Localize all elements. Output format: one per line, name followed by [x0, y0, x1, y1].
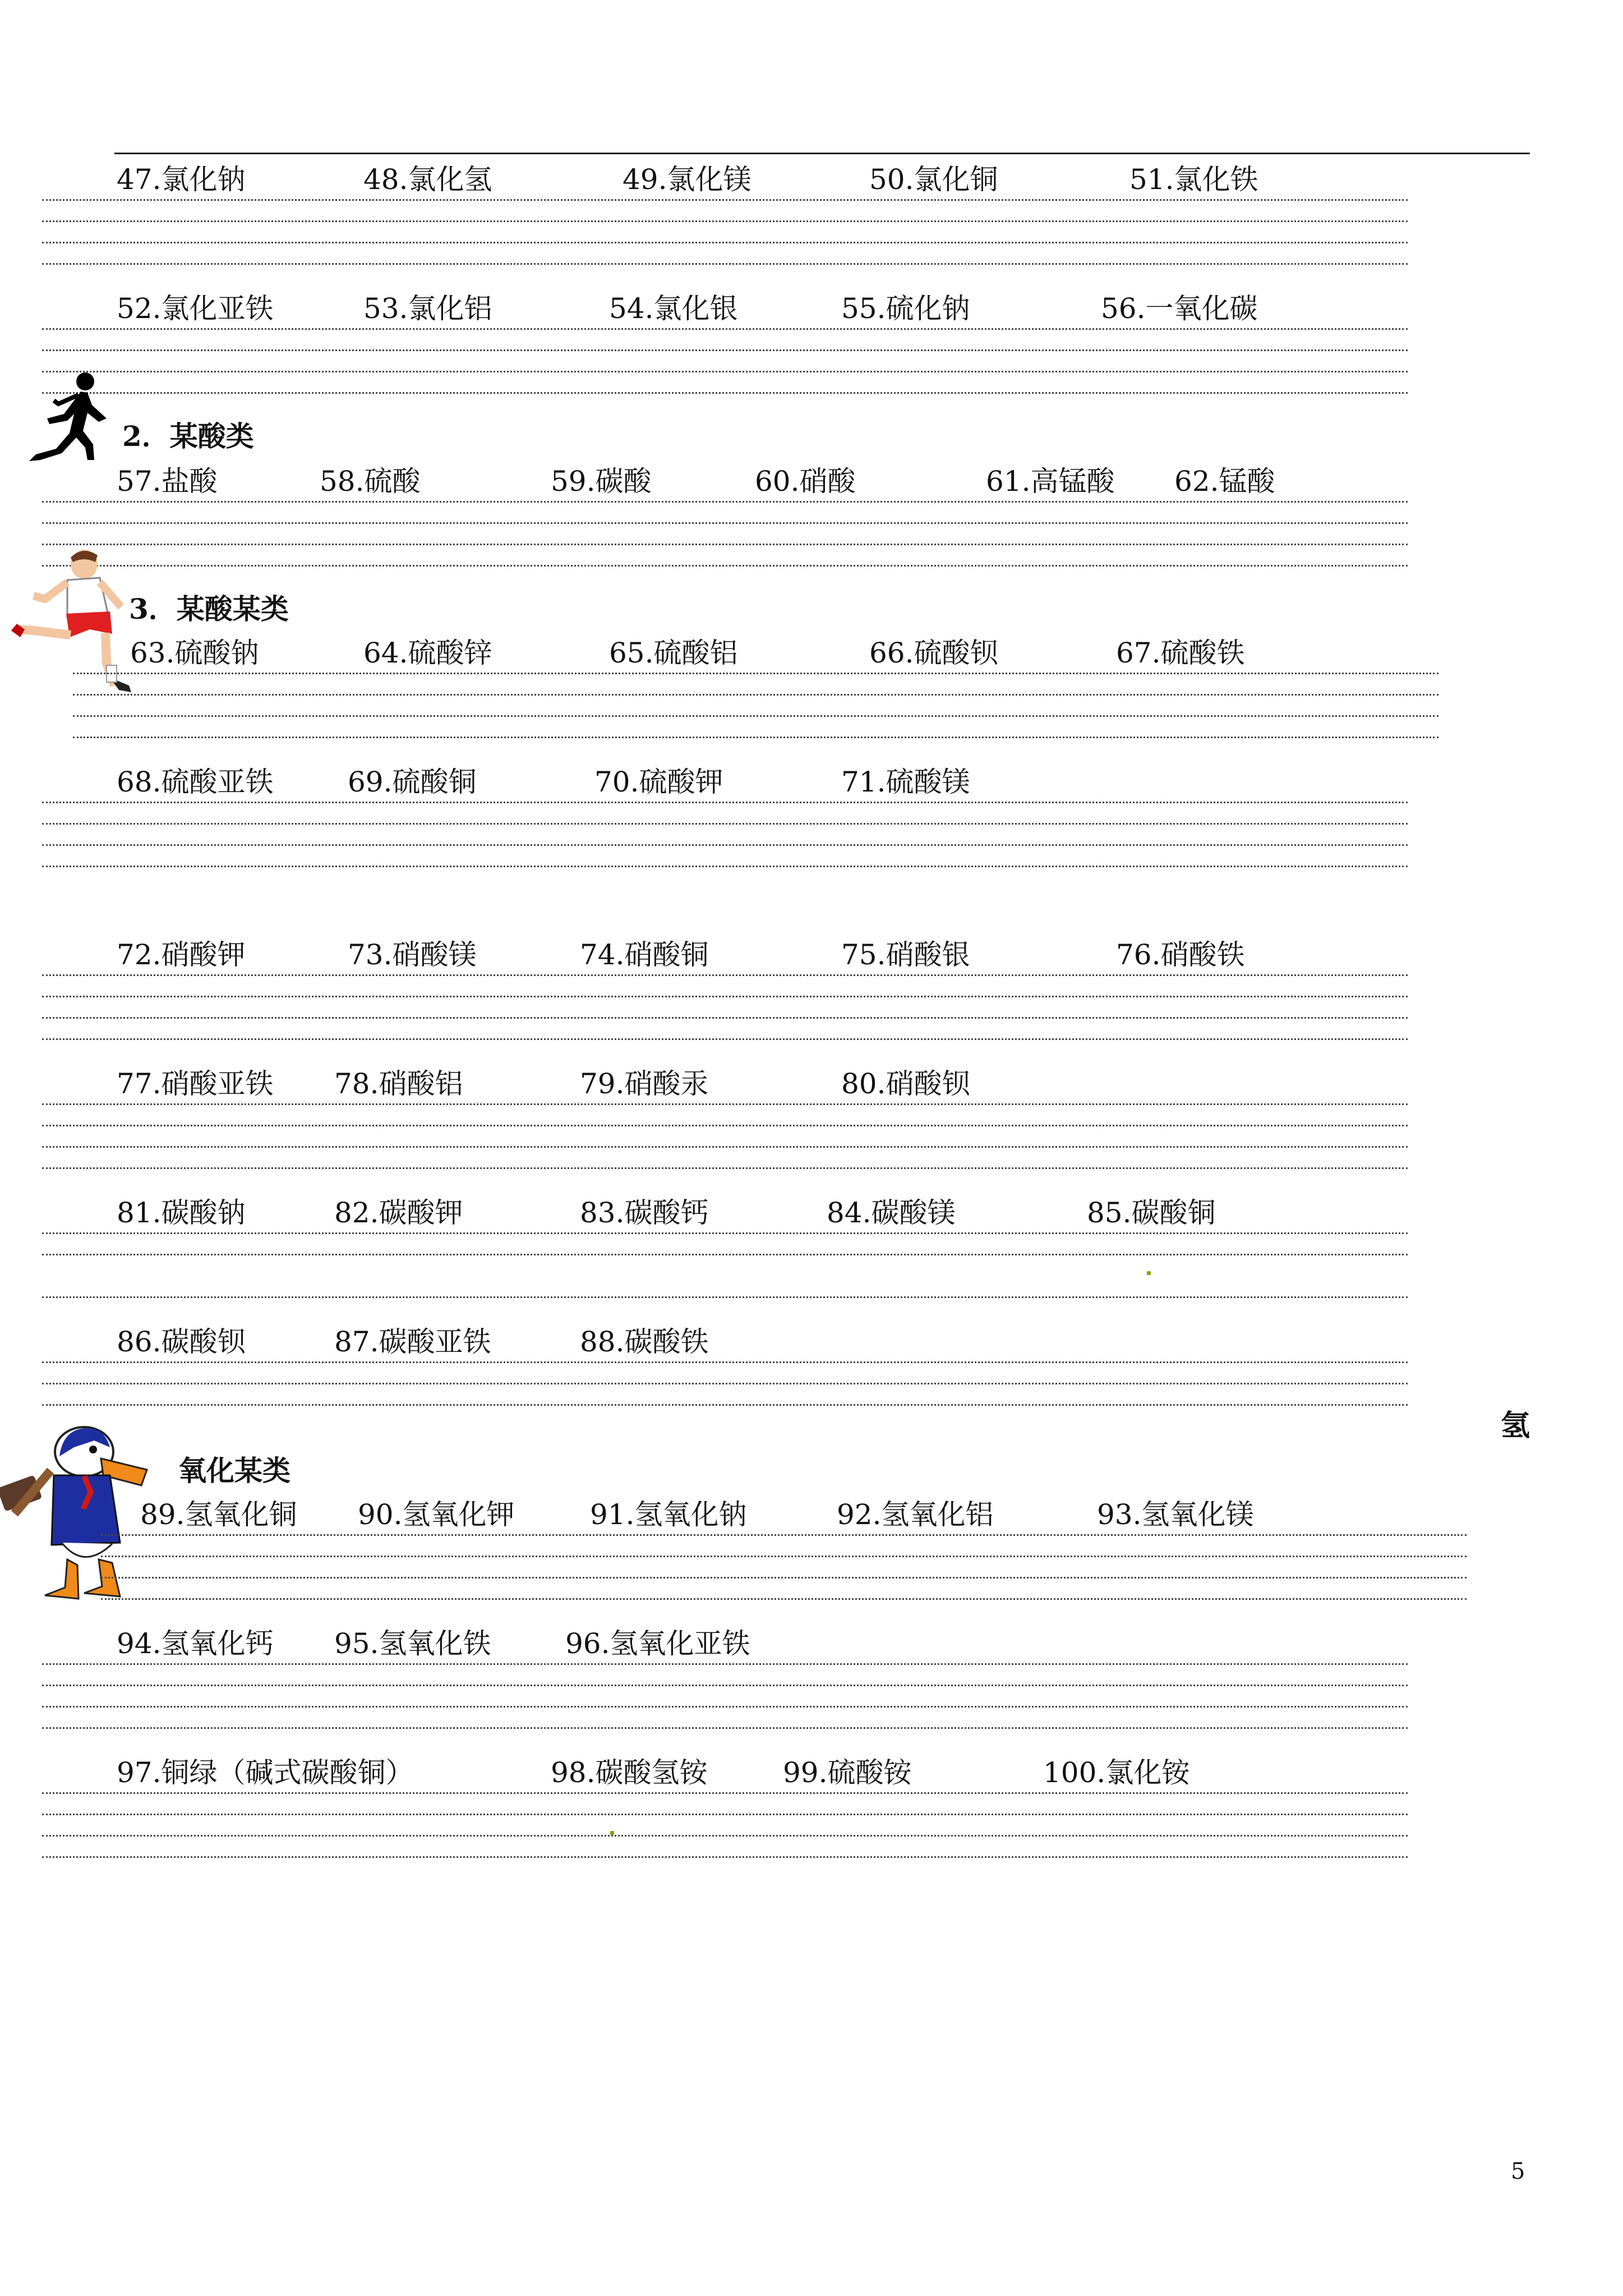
compound-item: 68.硫酸亚铁 — [117, 766, 274, 798]
compound-item: 75.硝酸银 — [841, 938, 970, 971]
compound-item: 61.高锰酸 — [986, 465, 1115, 498]
compound-item: 47.氯化钠 — [117, 163, 246, 196]
answer-line — [42, 522, 1408, 524]
answer-line — [42, 1146, 1408, 1148]
print-speck — [1147, 1271, 1151, 1275]
compound-item: 90.氢氧化钾 — [358, 1498, 515, 1531]
compound-item: 83.碳酸钙 — [580, 1197, 709, 1229]
header-rule — [114, 153, 1530, 154]
answer-line — [42, 242, 1408, 243]
compound-item: 60.硝酸 — [755, 465, 856, 498]
compound-item: 74.硝酸铜 — [580, 938, 709, 971]
answer-line — [42, 1706, 1408, 1708]
compound-item: 86.碳酸钡 — [117, 1326, 246, 1358]
compound-item: 85.碳酸铜 — [1087, 1197, 1216, 1229]
compound-item: 65.硫酸铝 — [609, 637, 738, 669]
compound-item: 59.碳酸 — [551, 465, 652, 498]
compound-item: 95.氢氧化铁 — [334, 1627, 491, 1660]
answer-line — [42, 220, 1408, 222]
runner-silhouette-icon — [25, 370, 109, 463]
answer-line — [101, 1556, 1467, 1557]
answer-line — [42, 392, 1408, 394]
answer-line — [42, 1663, 1408, 1665]
answer-line — [42, 1254, 1408, 1255]
answer-line — [42, 565, 1408, 567]
compound-item: 51.氯化铁 — [1129, 163, 1258, 196]
answer-line — [42, 1792, 1408, 1794]
answer-line — [42, 1856, 1408, 1858]
answer-line — [42, 1383, 1408, 1384]
answer-line — [42, 802, 1408, 803]
answer-line — [101, 1577, 1467, 1579]
compound-item: 100.氯化铵 — [1043, 1756, 1190, 1789]
compound-item: 63.硫酸钠 — [130, 637, 259, 669]
answer-line — [101, 1598, 1467, 1600]
side-character: 氢 — [1501, 1409, 1530, 1443]
answer-line — [42, 1835, 1408, 1837]
answer-line — [73, 694, 1438, 696]
compound-item: 97.铜绿（碱式碳酸铜） — [117, 1756, 414, 1789]
compound-item: 98.碳酸氢铵 — [551, 1756, 708, 1789]
compound-item: 48.氯化氢 — [363, 163, 492, 196]
answer-line — [42, 1125, 1408, 1126]
section-heading-salts: 3．某酸某类 — [129, 592, 289, 625]
section-heading-acids: 2．某酸类 — [122, 420, 254, 453]
section-heading-hydroxides: 氧化某类 — [178, 1454, 291, 1487]
compound-item: 92.氢氧化铝 — [837, 1498, 994, 1531]
answer-line — [42, 1167, 1408, 1169]
compound-item: 80.硝酸钡 — [841, 1068, 970, 1100]
compound-item: 55.硫化钠 — [841, 292, 970, 325]
compound-item: 66.硫酸钡 — [869, 637, 998, 669]
answer-line — [42, 1038, 1408, 1040]
compound-item: 84.碳酸镁 — [827, 1197, 956, 1229]
compound-item: 81.碳酸钠 — [117, 1197, 246, 1229]
answer-line — [73, 737, 1438, 738]
answer-line — [42, 1404, 1408, 1406]
compound-item: 73.硝酸镁 — [348, 938, 477, 971]
answer-line — [101, 1534, 1467, 1536]
compound-item: 64.硫酸锌 — [363, 637, 492, 669]
answer-line — [73, 673, 1438, 674]
answer-line — [42, 501, 1408, 503]
answer-line — [42, 199, 1408, 201]
compound-item: 49.氯化镁 — [623, 163, 751, 196]
compound-item: 99.硫酸铵 — [783, 1756, 912, 1789]
compound-item: 87.碳酸亚铁 — [334, 1326, 491, 1358]
answer-line — [42, 1685, 1408, 1686]
answer-line — [73, 715, 1438, 717]
compound-item: 62.锰酸 — [1174, 465, 1275, 498]
compound-item: 91.氢氧化钠 — [590, 1498, 747, 1531]
answer-line — [42, 823, 1408, 825]
compound-item: 93.氢氧化镁 — [1097, 1498, 1254, 1531]
answer-line — [42, 1361, 1408, 1363]
answer-line — [42, 866, 1408, 867]
compound-item: 88.碳酸铁 — [580, 1326, 709, 1358]
compound-item: 89.氢氧化铜 — [140, 1498, 297, 1531]
answer-line — [42, 544, 1408, 545]
compound-item: 54.氯化银 — [609, 292, 738, 325]
compound-item: 53.氯化铝 — [363, 292, 492, 325]
answer-line — [42, 1017, 1408, 1019]
compound-item: 76.硝酸铁 — [1116, 938, 1245, 971]
compound-item: 52.氯化亚铁 — [117, 292, 274, 325]
compound-item: 94.氢氧化钙 — [117, 1627, 274, 1660]
compound-item: 78.硝酸铝 — [334, 1068, 463, 1100]
print-speck — [610, 1831, 614, 1835]
compound-item: 79.硝酸汞 — [580, 1068, 709, 1100]
compound-item: 50.氯化铜 — [869, 163, 998, 196]
compound-item: 82.碳酸钾 — [334, 1197, 463, 1229]
answer-line — [42, 996, 1408, 997]
answer-line — [42, 328, 1408, 330]
answer-line — [42, 974, 1408, 976]
answer-line — [42, 1296, 1408, 1298]
answer-line — [42, 844, 1408, 846]
compound-item: 71.硫酸镁 — [841, 766, 970, 798]
answer-line — [42, 1814, 1408, 1815]
compound-item: 69.硫酸铜 — [348, 766, 477, 798]
compound-item: 72.硝酸钾 — [117, 938, 246, 971]
compound-item: 58.硫酸 — [320, 465, 421, 498]
compound-item: 67.硫酸铁 — [1116, 637, 1245, 669]
compound-item: 70.硫酸钾 — [594, 766, 723, 798]
compound-item: 77.硝酸亚铁 — [117, 1068, 274, 1100]
answer-line — [42, 1727, 1408, 1729]
answer-line — [42, 1232, 1408, 1234]
answer-line — [42, 263, 1408, 265]
compound-item: 56.一氧化碳 — [1101, 292, 1258, 325]
compound-item: 57.盐酸 — [117, 465, 218, 498]
answer-line — [42, 371, 1408, 372]
answer-line — [42, 1103, 1408, 1105]
answer-line — [42, 349, 1408, 351]
page-number: 5 — [1511, 2159, 1525, 2184]
compound-item: 96.氢氧化亚铁 — [565, 1627, 750, 1660]
